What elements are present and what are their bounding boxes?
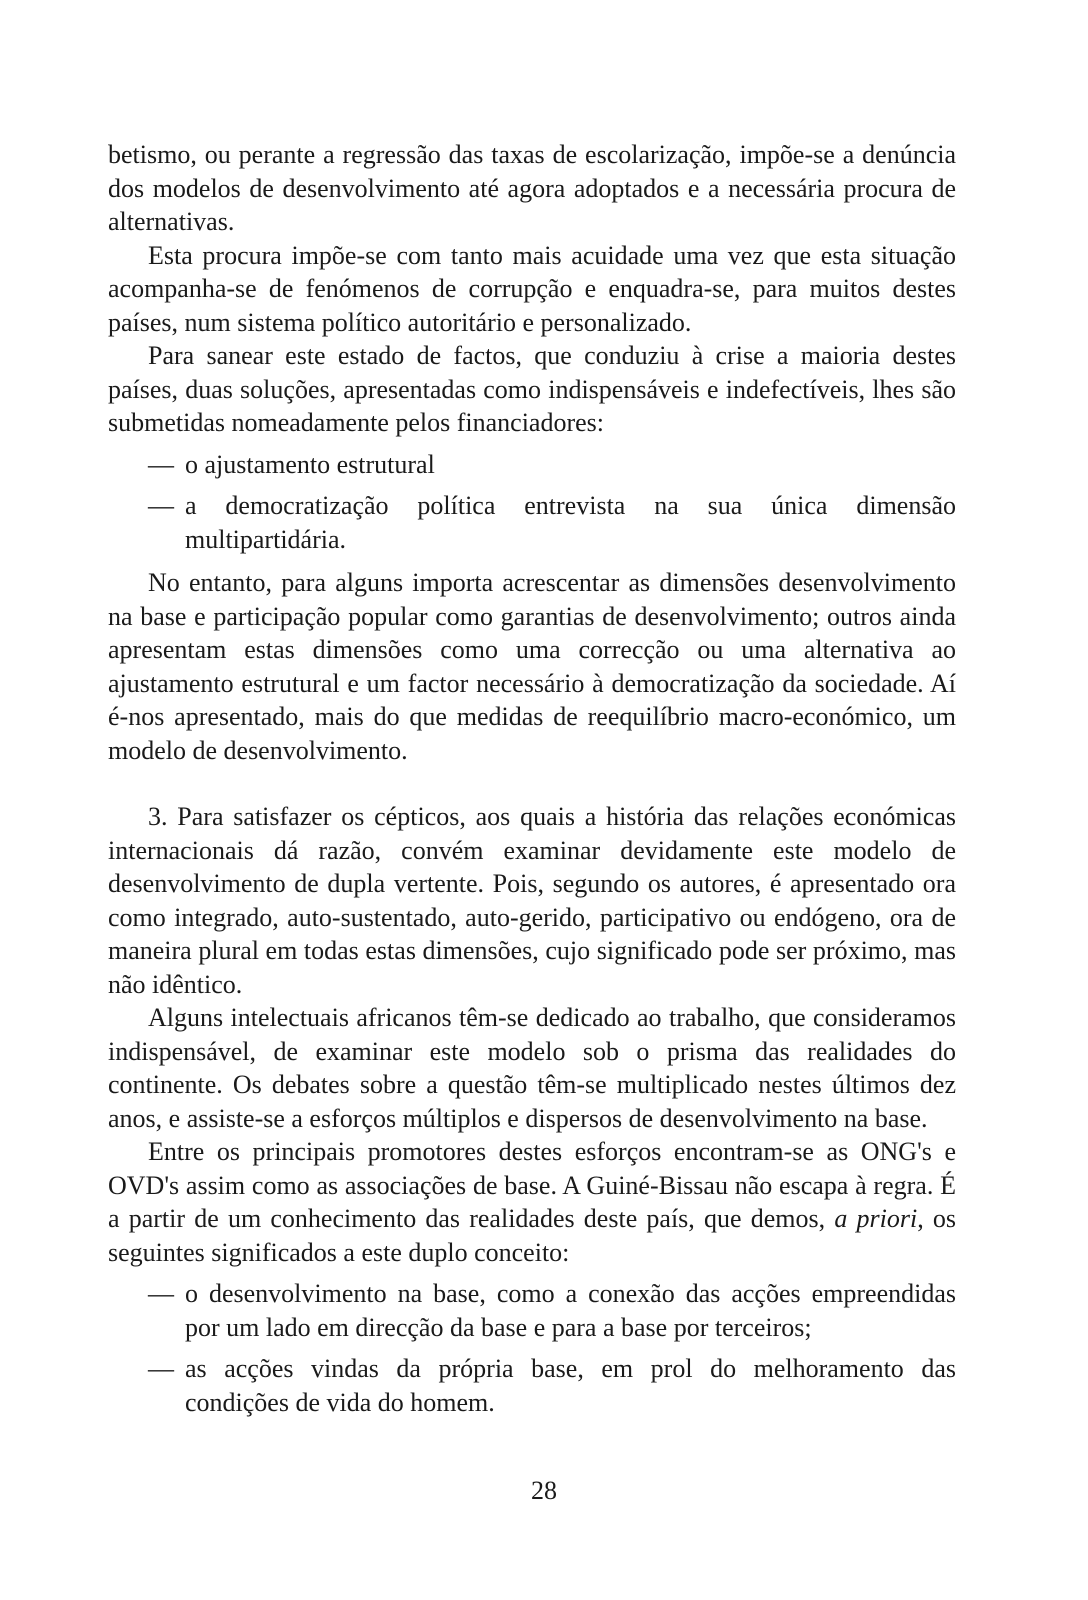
paragraph-5: 3. Para satisfazer os cépticos, aos quais a história das relações económicas internacionais dá razão, convém examinar devidamente este modelo de desenvolvimento de dupla vertente. Pois, segundo os autores, é apresentado ora como integrado, auto-sustentado, auto-gerido, participativo ou endógeno, ora de maneira plural em todas estas dimensões, cujo significado pode ser próximo, mas não idêntico. [108,802,956,999]
document-body [108,138,956,1419]
list-item-text: as acções vindas da própria base, em prol do melhoramento das condições de vida do homem. [185,1354,956,1417]
paragraph-4: No entanto, para alguns importa acrescentar as dimensões desenvolvimento na base e participação popular como garantias de desenvolvimento; outros ainda apresentam estas dimensões como uma correcção ou uma alternativa ao ajustamento estrutural e um factor necessário à democratização da sociedade. Aí é-nos apresentado, mais do que medidas de reequilíbrio macro-económico, um modelo de desenvolvimento. [108,568,956,765]
list-item [108,1352,956,1419]
list-item [108,489,956,556]
dash-bullet: — [148,1279,174,1308]
list-item-text: a democratização política entrevista na sua única dimensão multipartidária. [185,491,956,554]
dash-bullet: — [148,1354,174,1383]
list-item [108,448,956,482]
list-item-text: o ajustamento estrutural [185,449,435,479]
paragraph-2: Esta procura impõe-se com tanto mais acuidade uma vez que esta situação acompanha-se de fenómenos de corrupção e enquadra-se, para muitos destes países, num sistema político autoritário e personalizado. [108,240,956,337]
page-number: 28 [531,1476,557,1505]
paragraph-7-text-end: , os seguintes significados a este duplo conceito: [108,1204,956,1267]
list-item [108,1277,956,1344]
dash-bullet: — [148,491,174,520]
paragraph-7 [108,1135,956,1269]
paragraph-7-italic: a priori [834,1204,918,1233]
paragraph-7-text-start: Entre os principais promotores destes esforços encontram-se as ONG's e OVD's assim como as associações de base. A Guiné-Bissau não escapa à regra. É a partir de um conhecimento das realidades deste país, que demos, [108,1137,956,1233]
dash-bullet: — [148,449,174,479]
paragraph-1: betismo, ou perante a regressão das taxas de escolarização, impõe-se a denúncia dos modelos de desenvolvimento até agora adoptados e a necessária procura de alternativas. [108,140,956,236]
paragraph-3: Para sanear este estado de factos, que conduziu à crise a maioria destes países, duas soluções, apresentadas como indispensáveis e indefectíveis, lhes são submetidas nomeadamente pelos financiadores: [108,341,956,437]
list-item-text: o desenvolvimento na base, como a conexão das acções empreendidas por um lado em direcção da base e para a base por terceiros; [185,1279,956,1342]
paragraph-6: Alguns intelectuais africanos têm-se dedicado ao trabalho, que consideramos indispensável, de examinar este modelo sob o prisma das realidades do continente. Os debates sobre a questão têm-se multiplicado nestes últimos dez anos, e assiste-se a esforços múltiplos e dispersos de desenvolvimento na base. [108,1003,956,1133]
